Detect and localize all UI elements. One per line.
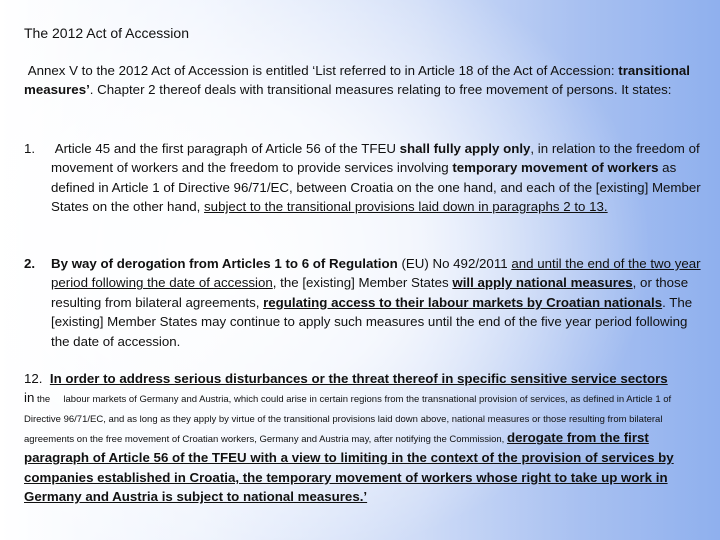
slide-title: The 2012 Act of Accession bbox=[24, 25, 189, 41]
intro-text: Annex V to the 2012 Act of Accession is entitled ‘List referred to in Article 18 of the Act of Accession: bbox=[27, 63, 619, 78]
item-1-part-b: shall fully apply only bbox=[399, 141, 531, 156]
item-2-number: 2. bbox=[24, 256, 36, 271]
item-2-text bbox=[51, 254, 706, 351]
item-12-part-e: derogate from the first paragraph of Article 56 of the TFEU with a view to limiting in the context of the provision of services by companies established in Croatia, the temporary movement of workers whose right to take up work in Germany and Austria is subject to national measures.’ bbox=[24, 430, 674, 505]
item-2-part-b: (EU) No 492/2011 bbox=[397, 256, 512, 271]
item-12-part-b: in bbox=[24, 390, 35, 406]
item-2-part-d: , the [existing] Member States bbox=[272, 275, 453, 291]
item-1-part-e: as defined in Article 1 of Directive 96/71/EC, between Croatia on the one hand, and each of the [existing] Member States on the other hand, bbox=[51, 160, 701, 215]
item-1-part-d: temporary movement of workers bbox=[452, 160, 659, 176]
item-2-part-c: and until the end of the two year period following the date of accession bbox=[51, 256, 701, 291]
intro-text-end: . Chapter 2 thereof deals with transitional measures relating to free movement of persons. It states: bbox=[89, 82, 672, 98]
item-12-part-a: In order to address serious disturbances or the threat thereof in specific sensitive service sectors bbox=[49, 371, 668, 386]
item-12-part-d: labour markets of Germany and Austria, which could arise in certain regions from the transnational provision of services, as defined in Article 1 of Directive 96/71/EC, and as long as they apply by virtue of the transitional provisions laid down above, national measures or those resulting from bilateral agreements on the free movement of Croatian workers, Germany and Austria may, after notifying the Commission, bbox=[24, 394, 674, 446]
item-2-part-e: will apply national measures bbox=[452, 275, 633, 291]
item-1-part-f: subject to the transitional provisions laid down in paragraphs 2 to 13. bbox=[204, 199, 608, 215]
item-2-part-a: By way of derogation from Articles 1 to 6 of Regulation bbox=[51, 256, 398, 271]
item-2-part-h: . The [existing] Member States may continue to apply such measures until the end of the five year period following the date of accession. bbox=[51, 294, 693, 349]
item-1-part-c: , in relation to the freedom of movement of workers and the freedom to provide services involving bbox=[51, 141, 700, 176]
item-12-text bbox=[24, 369, 704, 507]
item-12-part-c: the bbox=[34, 394, 51, 406]
item-12-number: 12. bbox=[24, 371, 43, 386]
item-2-part-f: , or those resulting from bilateral agreements, bbox=[51, 275, 689, 310]
item-1-number: 1. bbox=[24, 141, 36, 156]
intro-emphasis: transitional measures’ bbox=[24, 63, 690, 98]
item-1-part-a: Article 45 and the first paragraph of Article 56 of the TFEU bbox=[54, 141, 400, 156]
item-2-part-g: regulating access to their labour markets by Croatian nationals bbox=[263, 294, 663, 310]
item-1-text bbox=[51, 139, 706, 217]
intro-paragraph bbox=[24, 61, 706, 100]
